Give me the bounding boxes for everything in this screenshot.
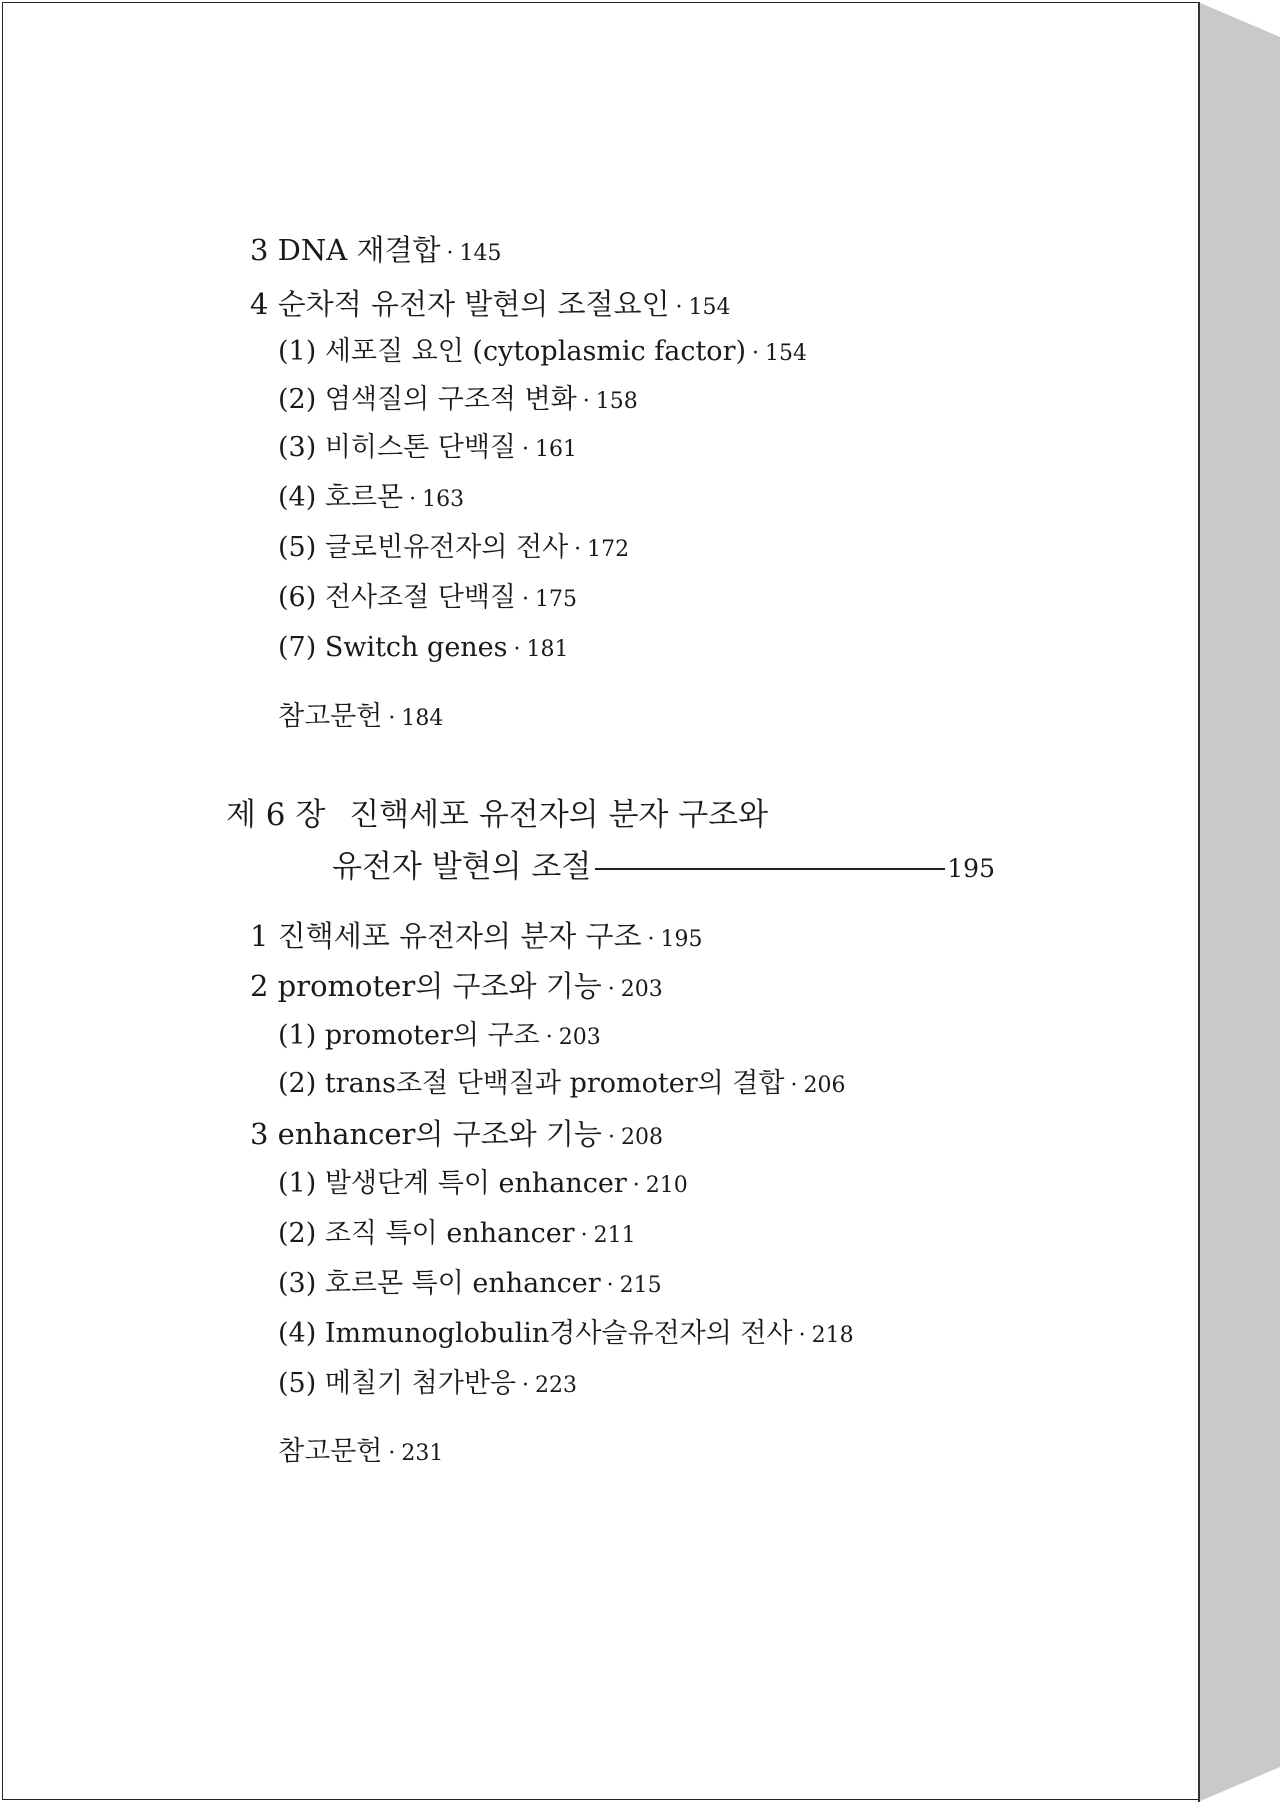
chapter-label: 제 6 장 (226, 797, 326, 833)
toc-page: 154 (688, 295, 731, 320)
toc-page: 211 (593, 1223, 636, 1248)
toc-page: 154 (765, 341, 808, 366)
toc-references[interactable] (278, 1438, 443, 1465)
toc-title: 글로빈유전자의 전사 (324, 532, 569, 563)
toc-subentry[interactable] (278, 1370, 577, 1397)
separator: · (790, 1073, 798, 1098)
toc-title: Switch genes (324, 632, 508, 663)
toc-title: DNA 재결합 (277, 233, 441, 267)
toc-title: 참고문헌 (278, 701, 383, 732)
toc-page: 184 (401, 706, 444, 731)
toc-title: 호르몬 특이 enhancer (324, 1268, 601, 1299)
separator: · (580, 1223, 588, 1248)
toc-number: (1) (278, 1168, 317, 1199)
toc-page: 161 (535, 437, 577, 462)
toc-entry[interactable] (250, 969, 663, 1003)
toc-title: trans조절 단백질과 promoter의 결합 (324, 1068, 785, 1099)
toc-title: 조직 특이 enhancer (324, 1218, 575, 1249)
toc-number: (2) (278, 384, 317, 415)
toc-page: 163 (422, 487, 465, 512)
toc-number: 3 (250, 233, 269, 267)
toc-subentry[interactable] (278, 1170, 688, 1197)
toc-page: 215 (619, 1273, 662, 1298)
separator: · (545, 1025, 553, 1050)
separator: · (647, 927, 655, 952)
leader-rule (595, 868, 945, 870)
toc-number: 3 (250, 1117, 269, 1151)
toc-page: 231 (401, 1441, 444, 1466)
toc-number: (3) (278, 432, 317, 463)
separator: · (574, 537, 582, 562)
toc-page: 203 (620, 977, 663, 1002)
toc-title: 메칠기 첨가반응 (324, 1368, 516, 1399)
separator: · (446, 241, 454, 266)
book-page (2, 2, 1200, 1800)
toc-entry[interactable] (250, 919, 703, 953)
toc-number: (2) (278, 1218, 317, 1249)
toc-page: 195 (660, 927, 703, 952)
toc-number: (5) (278, 1368, 317, 1399)
toc-title: 호르몬 (324, 482, 404, 513)
toc-entry-sec4[interactable] (250, 287, 731, 321)
separator: · (675, 295, 683, 320)
toc-title: 전사조절 단백질 (324, 582, 516, 613)
toc-number: (2) (278, 1068, 317, 1099)
spine-edge (1198, 2, 1200, 1802)
toc-subentry[interactable] (278, 534, 629, 561)
toc-subentry[interactable] (278, 338, 807, 365)
separator: · (607, 977, 615, 1002)
toc-references[interactable] (278, 703, 443, 730)
separator: · (522, 1373, 529, 1398)
toc-title: 순차적 유전자 발현의 조절요인 (277, 287, 670, 321)
toc-number: (5) (278, 532, 317, 563)
toc-page: 223 (535, 1373, 577, 1398)
chapter-heading-continued[interactable] (332, 849, 995, 885)
toc-number: (7) (278, 632, 317, 663)
separator: · (513, 637, 521, 662)
chapter-page: 195 (947, 854, 995, 883)
separator: · (607, 1125, 615, 1150)
separator: · (606, 1273, 614, 1298)
toc-page: 175 (535, 587, 577, 612)
toc-entry-sec3[interactable] (250, 233, 502, 267)
toc-subentry[interactable] (278, 386, 638, 413)
toc-number: (4) (278, 482, 317, 513)
separator: · (798, 1323, 806, 1348)
toc-subentry[interactable] (278, 1022, 601, 1049)
separator: · (752, 341, 760, 366)
chapter-title-line2: 유전자 발현의 조절 (332, 849, 592, 885)
toc-subentry[interactable] (278, 1070, 845, 1097)
toc-number: (6) (278, 582, 317, 613)
separator: · (409, 487, 417, 512)
toc-title: 진핵세포 유전자의 분자 구조 (277, 919, 642, 953)
toc-number: 4 (250, 287, 269, 321)
toc-subentry[interactable] (278, 634, 569, 661)
toc-subentry[interactable] (278, 434, 577, 461)
toc-number: (1) (278, 1020, 317, 1051)
separator: · (632, 1173, 640, 1198)
toc-title: enhancer의 구조와 기능 (277, 1117, 602, 1151)
toc-entry[interactable] (250, 1117, 663, 1151)
toc-number: 2 (250, 969, 269, 1003)
separator: · (388, 706, 396, 731)
toc-title: promoter의 구조와 기능 (277, 969, 602, 1003)
toc-title: Immunoglobulin경사슬유전자의 전사 (324, 1318, 793, 1349)
toc-title: 염색질의 구조적 변화 (324, 384, 577, 415)
toc-page: 206 (803, 1073, 846, 1098)
toc-number: (1) (278, 336, 317, 367)
separator: · (522, 437, 529, 462)
toc-page: 208 (620, 1125, 663, 1150)
toc-title: 발생단계 특이 enhancer (324, 1168, 627, 1199)
toc-page: 181 (526, 637, 569, 662)
toc-number: 1 (250, 919, 269, 953)
toc-subentry[interactable] (278, 1220, 636, 1247)
toc-number: (4) (278, 1318, 317, 1349)
toc-subentry[interactable] (278, 1270, 662, 1297)
chapter-title-line1: 진핵세포 유전자의 분자 구조와 (349, 797, 769, 833)
toc-title: 비히스톤 단백질 (324, 432, 516, 463)
toc-page: 210 (645, 1173, 688, 1198)
separator: · (388, 1441, 396, 1466)
toc-page: 218 (811, 1323, 854, 1348)
separator: · (522, 587, 529, 612)
toc-page: 203 (558, 1025, 601, 1050)
toc-title: 참고문헌 (278, 1436, 383, 1467)
toc-subentry[interactable] (278, 1320, 854, 1347)
chapter-heading[interactable] (226, 797, 769, 833)
toc-subentry[interactable] (278, 584, 577, 611)
toc-page: 172 (587, 537, 630, 562)
toc-title: promoter의 구조 (324, 1020, 540, 1051)
book-spine (1198, 2, 1280, 1802)
toc-page: 145 (459, 241, 502, 266)
toc-number: (3) (278, 1268, 317, 1299)
toc-title: 세포질 요인 (cytoplasmic factor) (324, 336, 747, 367)
toc-subentry[interactable] (278, 484, 464, 511)
toc-page: 158 (595, 389, 638, 414)
separator: · (582, 389, 590, 414)
